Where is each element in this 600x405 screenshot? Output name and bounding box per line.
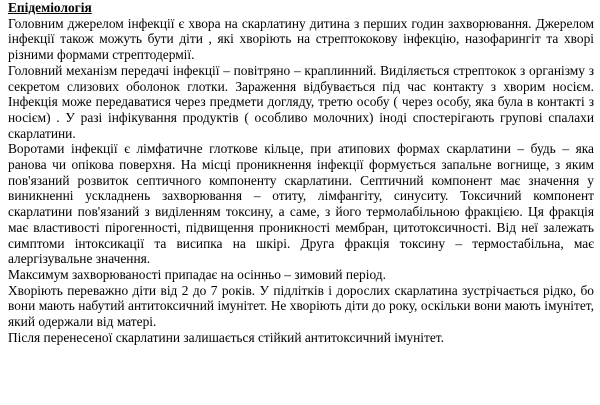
section-heading: Епідеміологія bbox=[8, 0, 92, 15]
paragraph-seasonality: Максимум захворюваності припадає на осінньо – зимовий період. bbox=[8, 266, 386, 282]
paragraph-immunity: Після перенесеної скарлатини залишається стійкий антитоксичний імунітет. bbox=[8, 329, 444, 345]
paragraph-entry-gate: Воротами інфекції є лімфатичне глоткове кільце, при атипових формах скарлатини – будь – яка ранова чи опікова поверхня. На місці проникнення інфекції формується запальне вогнище, з яким пов'язаний розвиток септичного компоненту скарлатини. Септичний компонент має значення у виникненні ускладнень захворювання – отиту, лімфангіту, синуситу. Токсичний компонент скарлатини пов'язаний з виділенням токсину, а саме, з його термолабільною фракцією. Ця фракція має властивості пірогенності, підвищення проникності мембран, цитотоксичності. Від неї залежать симптоми інтоксикації та висипка на шкірі. Друга фракція токсину – термостабільна, має алергізувальне значення. bbox=[8, 141, 594, 267]
paragraph-transmission-mechanism: Головний механізм передачі інфекції – повітряно – краплинний. Виділяється стрептокок з організму з секретом слизових оболонок глотки. Зараження відбувається під час контакту з хворим носієм. Інфекція може передаватися через предмети догляду, третю особу ( через особу, яка була в контакті з носієм) . У разі інфікування продуктів ( особливо молочних) іноді спостерігають групові спалахи скарлатини. bbox=[8, 62, 594, 141]
paragraph-infection-source: Головним джерелом інфекції є хвора на скарлатину дитина з перших годин захворювання. Джерелом інфекції також можуть бути діти , які хворіють на стрептококову інфекцію, назофарингіт та хворі різними формами стрептодермії. bbox=[8, 15, 594, 63]
paragraph-age-groups: Хворіють переважно діти від 2 до 7 років. У підлітків і дорослих скарлатина зустрічається рідко, бо вони мають набутий антитоксичний імунітет. Не хворіють діти до року, оскільки вони мають імунітет, який одержали від матері. bbox=[8, 282, 594, 330]
